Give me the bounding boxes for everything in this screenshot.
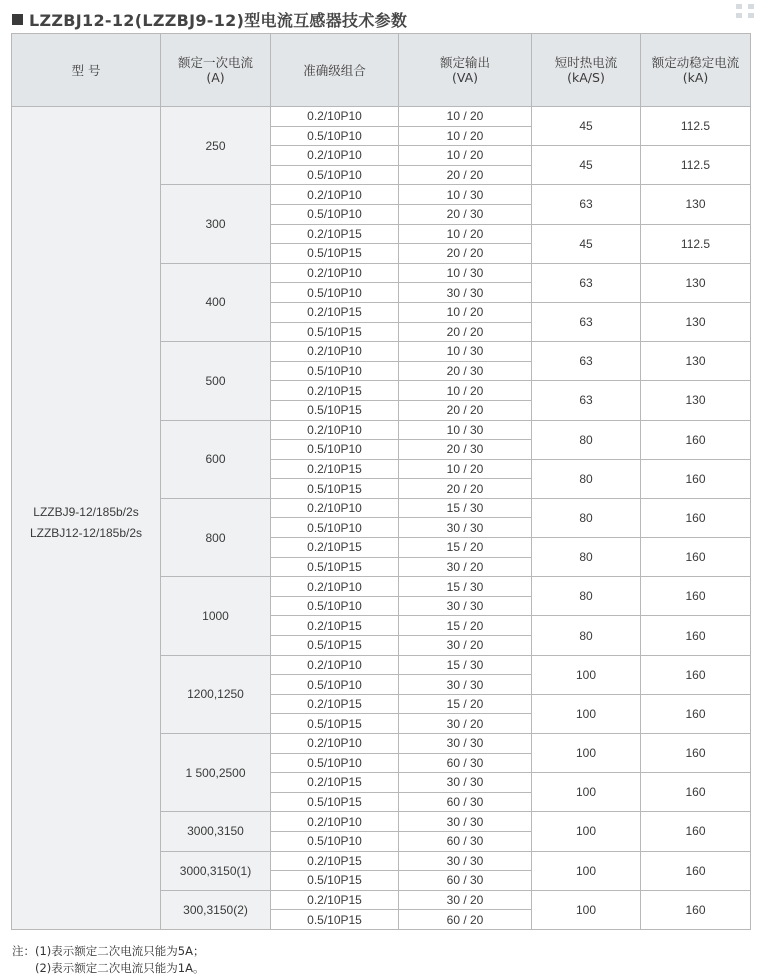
- accuracy-class-cell: 0.5/10P10: [271, 675, 399, 695]
- thermal-current-cell: 80: [532, 577, 641, 616]
- rated-output-cell: 20 / 20: [399, 244, 532, 264]
- accuracy-class-cell: 0.5/10P15: [271, 400, 399, 420]
- footnote-2: (2)表示额定二次电流只能为1A。: [35, 961, 205, 975]
- thermal-current-cell: 80: [532, 498, 641, 537]
- accuracy-class-cell: 0.5/10P15: [271, 910, 399, 930]
- accuracy-class-cell: 0.5/10P10: [271, 753, 399, 773]
- header-accuracy-class: 准确级组合: [271, 34, 399, 107]
- accuracy-class-cell: 0.5/10P15: [271, 244, 399, 264]
- accuracy-class-cell: 0.2/10P15: [271, 538, 399, 558]
- rated-output-cell: 20 / 20: [399, 479, 532, 499]
- thermal-current-cell: 63: [532, 302, 641, 341]
- header-rated-dynamic-current: 额定动稳定电流 (kA): [641, 34, 751, 107]
- rated-output-cell: 30 / 30: [399, 734, 532, 754]
- accuracy-class-cell: 0.2/10P15: [271, 773, 399, 793]
- rated-output-cell: 10 / 20: [399, 381, 532, 401]
- accuracy-class-cell: 0.5/10P15: [271, 792, 399, 812]
- thermal-current-cell: 100: [532, 890, 641, 929]
- accuracy-class-cell: 0.5/10P10: [271, 596, 399, 616]
- header-rated-primary-current: 额定一次电流 (A): [161, 34, 271, 107]
- thermal-current-cell: 100: [532, 812, 641, 851]
- rated-output-cell: 30 / 20: [399, 714, 532, 734]
- thermal-current-cell: 80: [532, 616, 641, 655]
- accuracy-class-cell: 0.2/10P15: [271, 851, 399, 871]
- thermal-current-cell: 80: [532, 459, 641, 498]
- spec-table: [11, 33, 751, 930]
- accuracy-class-cell: 0.2/10P10: [271, 146, 399, 166]
- rated-primary-current-cell: 300: [161, 185, 271, 263]
- thermal-current-cell: 63: [532, 185, 641, 224]
- thermal-current-cell: 100: [532, 734, 641, 773]
- rated-output-cell: 30 / 30: [399, 675, 532, 695]
- footnotes: [12, 943, 204, 977]
- rated-output-cell: 60 / 20: [399, 910, 532, 930]
- corner-decoration-icon: [736, 4, 754, 18]
- dynamic-current-cell: 160: [641, 851, 751, 890]
- rated-output-cell: 20 / 20: [399, 165, 532, 185]
- accuracy-class-cell: 0.2/10P15: [271, 459, 399, 479]
- accuracy-class-cell: 0.2/10P15: [271, 224, 399, 244]
- rated-output-cell: 10 / 20: [399, 126, 532, 146]
- footnote-1: 注：(1)表示额定二次电流只能为5A；: [12, 944, 205, 958]
- model-name: LZZBJ12-12/185b/2s: [29, 526, 143, 541]
- rated-output-cell: 15 / 20: [399, 616, 532, 636]
- rated-output-cell: 15 / 30: [399, 655, 532, 675]
- rated-primary-current-cell: 400: [161, 263, 271, 341]
- rated-output-cell: 30 / 20: [399, 636, 532, 656]
- rated-output-cell: 10 / 30: [399, 185, 532, 205]
- accuracy-class-cell: 0.2/10P15: [271, 302, 399, 322]
- rated-output-cell: 60 / 30: [399, 792, 532, 812]
- thermal-current-cell: 80: [532, 420, 641, 459]
- dynamic-current-cell: 160: [641, 694, 751, 733]
- accuracy-class-cell: 0.2/10P15: [271, 381, 399, 401]
- dynamic-current-cell: 160: [641, 420, 751, 459]
- rated-output-cell: 30 / 30: [399, 596, 532, 616]
- thermal-current-cell: 63: [532, 381, 641, 420]
- rated-primary-current-cell: 800: [161, 498, 271, 576]
- rated-output-cell: 15 / 20: [399, 538, 532, 558]
- accuracy-class-cell: 0.5/10P10: [271, 165, 399, 185]
- rated-output-cell: 30 / 20: [399, 890, 532, 910]
- rated-primary-current-cell: 3000,3150: [161, 812, 271, 851]
- thermal-current-cell: 45: [532, 107, 641, 146]
- rated-output-cell: 60 / 30: [399, 753, 532, 773]
- accuracy-class-cell: 0.2/10P15: [271, 694, 399, 714]
- rated-output-cell: 10 / 20: [399, 146, 532, 166]
- rated-output-cell: 15 / 20: [399, 694, 532, 714]
- page-title: [12, 8, 407, 31]
- rated-output-cell: 60 / 30: [399, 831, 532, 851]
- thermal-current-cell: 45: [532, 224, 641, 263]
- accuracy-class-cell: 0.2/10P10: [271, 577, 399, 597]
- accuracy-class-cell: 0.5/10P10: [271, 518, 399, 538]
- dynamic-current-cell: 160: [641, 734, 751, 773]
- rated-output-cell: 20 / 30: [399, 440, 532, 460]
- dynamic-current-cell: 112.5: [641, 107, 751, 146]
- rated-output-cell: 30 / 30: [399, 518, 532, 538]
- rated-output-cell: 30 / 30: [399, 851, 532, 871]
- dynamic-current-cell: 160: [641, 890, 751, 929]
- dynamic-current-cell: 160: [641, 459, 751, 498]
- thermal-current-cell: 80: [532, 538, 641, 577]
- dynamic-current-cell: 130: [641, 185, 751, 224]
- dynamic-current-cell: 130: [641, 381, 751, 420]
- rated-primary-current-cell: 300,3150(2): [161, 890, 271, 929]
- thermal-current-cell: 100: [532, 694, 641, 733]
- accuracy-class-cell: 0.5/10P15: [271, 714, 399, 734]
- accuracy-class-cell: 0.5/10P15: [271, 479, 399, 499]
- header-row: [12, 34, 751, 107]
- dynamic-current-cell: 130: [641, 302, 751, 341]
- rated-primary-current-cell: 600: [161, 420, 271, 498]
- dynamic-current-cell: 160: [641, 655, 751, 694]
- thermal-current-cell: 63: [532, 342, 641, 381]
- accuracy-class-cell: 0.5/10P10: [271, 831, 399, 851]
- rated-output-cell: 30 / 30: [399, 283, 532, 303]
- rated-output-cell: 10 / 30: [399, 263, 532, 283]
- model-cell: [12, 107, 161, 930]
- accuracy-class-cell: 0.2/10P10: [271, 498, 399, 518]
- rated-output-cell: 30 / 30: [399, 812, 532, 832]
- dynamic-current-cell: 160: [641, 538, 751, 577]
- rated-output-cell: 10 / 30: [399, 342, 532, 362]
- rated-output-cell: 10 / 20: [399, 302, 532, 322]
- accuracy-class-cell: 0.2/10P10: [271, 655, 399, 675]
- rated-output-cell: 15 / 30: [399, 498, 532, 518]
- rated-output-cell: 20 / 30: [399, 361, 532, 381]
- table-row: [12, 107, 751, 127]
- rated-output-cell: 20 / 20: [399, 322, 532, 342]
- accuracy-class-cell: 0.5/10P10: [271, 283, 399, 303]
- accuracy-class-cell: 0.2/10P10: [271, 734, 399, 754]
- accuracy-class-cell: 0.2/10P10: [271, 107, 399, 127]
- accuracy-class-cell: 0.5/10P15: [271, 636, 399, 656]
- thermal-current-cell: 45: [532, 146, 641, 185]
- thermal-current-cell: 100: [532, 655, 641, 694]
- dynamic-current-cell: 160: [641, 773, 751, 812]
- accuracy-class-cell: 0.5/10P10: [271, 126, 399, 146]
- rated-output-cell: 15 / 30: [399, 577, 532, 597]
- accuracy-class-cell: 0.2/10P10: [271, 812, 399, 832]
- accuracy-class-cell: 0.5/10P10: [271, 440, 399, 460]
- rated-output-cell: 30 / 30: [399, 773, 532, 793]
- rated-output-cell: 10 / 20: [399, 224, 532, 244]
- rated-primary-current-cell: 500: [161, 342, 271, 420]
- accuracy-class-cell: 0.5/10P15: [271, 557, 399, 577]
- rated-primary-current-cell: 1200,1250: [161, 655, 271, 733]
- rated-output-cell: 10 / 20: [399, 459, 532, 479]
- rated-primary-current-cell: 1000: [161, 577, 271, 655]
- dynamic-current-cell: 160: [641, 577, 751, 616]
- accuracy-class-cell: 0.2/10P15: [271, 616, 399, 636]
- accuracy-class-cell: 0.2/10P10: [271, 420, 399, 440]
- dynamic-current-cell: 160: [641, 616, 751, 655]
- accuracy-class-cell: 0.2/10P10: [271, 185, 399, 205]
- rated-output-cell: 30 / 20: [399, 557, 532, 577]
- accuracy-class-cell: 0.2/10P15: [271, 890, 399, 910]
- rated-output-cell: 10 / 20: [399, 107, 532, 127]
- model-name: LZZBJ9-12/185b/2s: [33, 505, 139, 520]
- dynamic-current-cell: 130: [641, 342, 751, 381]
- header-rated-output: 额定输出 (VA): [399, 34, 532, 107]
- rated-output-cell: 60 / 30: [399, 871, 532, 891]
- accuracy-class-cell: 0.5/10P15: [271, 871, 399, 891]
- accuracy-class-cell: 0.5/10P10: [271, 361, 399, 381]
- title-text: LZZBJ12-12(LZZBJ9-12)型电流互感器技术参数: [29, 11, 408, 30]
- accuracy-class-cell: 0.2/10P10: [271, 342, 399, 362]
- thermal-current-cell: 100: [532, 773, 641, 812]
- accuracy-class-cell: 0.5/10P15: [271, 322, 399, 342]
- rated-primary-current-cell: 250: [161, 107, 271, 185]
- accuracy-class-cell: 0.2/10P10: [271, 263, 399, 283]
- dynamic-current-cell: 112.5: [641, 224, 751, 263]
- header-short-time-thermal-current: 短时热电流 (kA/S): [532, 34, 641, 107]
- rated-output-cell: 10 / 30: [399, 420, 532, 440]
- rated-primary-current-cell: 3000,3150(1): [161, 851, 271, 890]
- rated-output-cell: 20 / 20: [399, 400, 532, 420]
- accuracy-class-cell: 0.5/10P10: [271, 204, 399, 224]
- square-bullet-icon: [12, 14, 23, 25]
- dynamic-current-cell: 160: [641, 498, 751, 537]
- rated-primary-current-cell: 1 500,2500: [161, 734, 271, 812]
- dynamic-current-cell: 160: [641, 812, 751, 851]
- thermal-current-cell: 100: [532, 851, 641, 890]
- dynamic-current-cell: 130: [641, 263, 751, 302]
- header-model: 型 号: [12, 34, 161, 107]
- dynamic-current-cell: 112.5: [641, 146, 751, 185]
- rated-output-cell: 20 / 30: [399, 204, 532, 224]
- thermal-current-cell: 63: [532, 263, 641, 302]
